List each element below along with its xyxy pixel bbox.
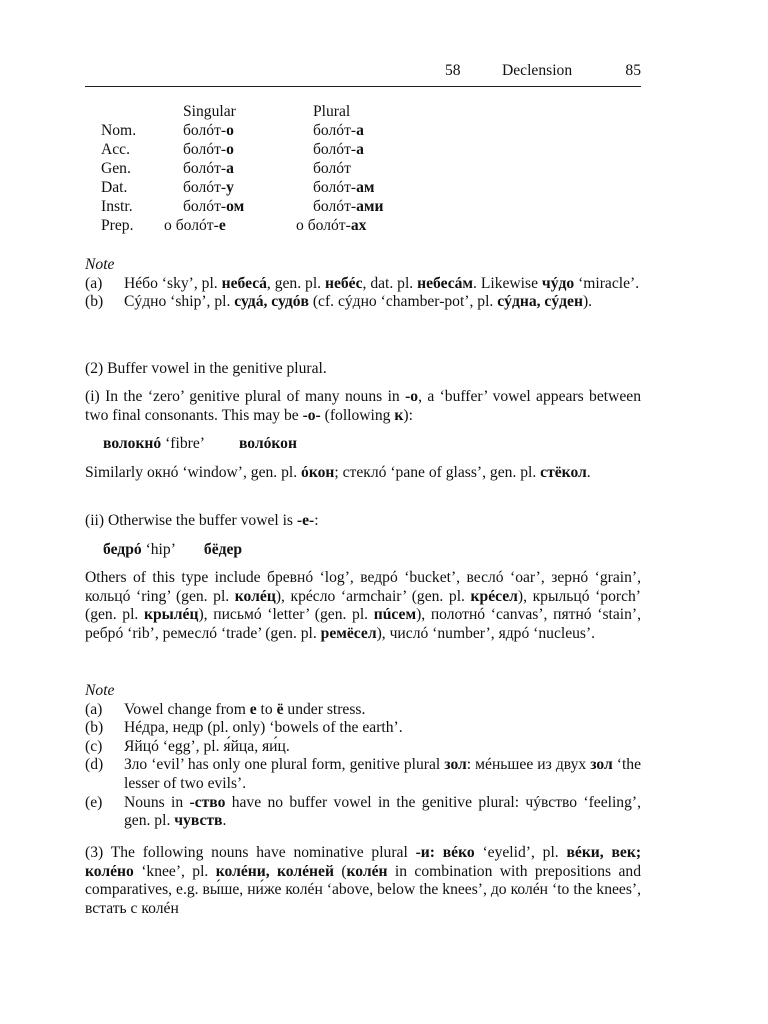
others-paragraph: Others of this type include бревнó ‘log’, ведрó ‘bucket’, веслó ‘oar’, зернó ‘grain’, кольцó ‘ring’ (gen. pl. колéц), крéсло ‘armchair’ (gen. pl. крéсел), крыльцó ‘porch’ (gen. pl. крылéц), письмó ‘letter’ (gen. pl. пúсем), полотнó ‘canvas’, пятнó ‘stain’, ребрó ‘rib’, ремеслó ‘trade’ (gen. pl. ремёсел), числó ‘number’, ядрó ‘nucleus’.: [85, 569, 641, 642]
table-row: [101, 141, 384, 160]
chapter-title: Declension: [502, 62, 573, 79]
table-row: [101, 198, 384, 217]
page-number: 85: [625, 62, 641, 79]
plural-header: Plural: [313, 103, 351, 120]
list-item: (b) Нéдра, недр (pl. only) ‘bowels of the earth’.: [85, 719, 403, 737]
case-label: Instr.: [101, 198, 133, 215]
singular-form: болóт-у: [183, 179, 234, 196]
list-item: (b) Сýдно ‘ship’, pl. судá, судóв (cf. сýдно ‘chamber-pot’, pl. сýдна, сýден).: [85, 293, 593, 311]
case-label: Prep.: [101, 217, 134, 234]
list-item: (e) Nouns in -ство have no buffer vowel in the genitive plural: чýвство ‘feeling’, gen. pl. чувств.: [85, 793, 641, 830]
plural-form: болóт: [313, 160, 351, 177]
declension-table: [101, 103, 384, 236]
singular-form: болóт-о: [183, 122, 234, 139]
section-2-heading: (2) Buffer vowel in the genitive plural.: [85, 360, 327, 377]
example-1: волокнó ‘fibre’ волóкон: [103, 435, 297, 452]
note-heading: Note: [85, 682, 115, 699]
singular-header: Singular: [183, 103, 236, 120]
list-item: (d) Зло ‘evil’ has only one plural form, genitive plural зол: мéньшее из двух зол ‘the lesser of two evils’.: [85, 756, 642, 792]
paragraph-i: (i) In the ‘zero’ genitive plural of many nouns in -о, a ‘buffer’ vowel appears between two final consonants. This may be -о- (following к):: [85, 388, 641, 424]
note-2: [85, 682, 641, 831]
singular-form: болóт-ом: [183, 198, 245, 215]
table-row: [101, 160, 384, 179]
list-item: (c) Яйцó ‘egg’, pl. я́йца, яи́ц.: [85, 737, 290, 755]
table-header-row: [101, 103, 384, 122]
paragraph-ii: (ii) Otherwise the buffer vowel is -е-:: [85, 512, 319, 529]
singular-form: болóт-о: [183, 141, 234, 158]
table-row: [101, 179, 384, 198]
table-row: [101, 122, 384, 141]
case-label: Gen.: [101, 160, 131, 177]
example-2: бедрó ‘hip’ бёдер: [103, 541, 243, 558]
case-label: Dat.: [101, 179, 128, 196]
list-item: (a) Нéбо ‘sky’, pl. небесá, gen. pl. небéс, dat. pl. небесáм. Likewise чýдо ‘miracle’.: [85, 274, 640, 292]
plural-form: болóт-ам: [313, 179, 375, 196]
note-list: [85, 275, 641, 312]
singular-form: о болóт-е: [164, 217, 226, 234]
plural-form: о болóт-ах: [296, 217, 367, 234]
running-header: [85, 62, 641, 87]
section-3-paragraph: (3) The following nouns have nominative plural -и: вéко ‘eyelid’, pl. вéки, век; колéно ‘knee’, pl. колéни, колéней (колéн in combination with prepositions and comparatives, e.g. вы́ше, ни́же колéн ‘above, below the knees’, до колéн ‘to the knees’, встать с колéн: [85, 844, 642, 917]
plural-form: болóт-а: [313, 122, 364, 139]
singular-form: болóт-а: [183, 160, 234, 177]
case-label: Acc.: [101, 141, 131, 158]
similarly-paragraph: Similarly окнó ‘window’, gen. pl. óкон; стеклó ‘pane of glass’, gen. pl. стёкол.: [85, 464, 591, 481]
plural-form: болóт-а: [313, 141, 364, 158]
case-label: Nom.: [101, 122, 137, 139]
note-1: [85, 256, 641, 312]
table-row: [101, 217, 384, 236]
note-list: [85, 701, 641, 831]
section-number: 58: [445, 62, 461, 79]
plural-form: болóт-ами: [313, 198, 384, 215]
list-item: (a) Vowel change from е to ё under stress.: [85, 700, 366, 718]
note-heading: Note: [85, 256, 115, 273]
